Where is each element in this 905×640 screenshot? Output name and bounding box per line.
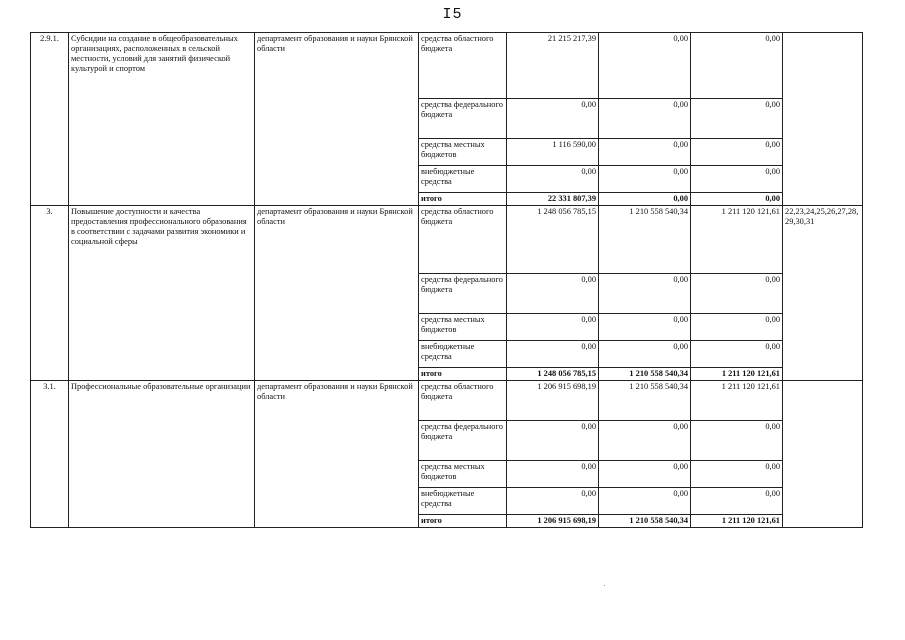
amount-year-3: 1 211 120 121,61 (691, 380, 783, 420)
row-number: 3.1. (31, 380, 69, 527)
amount-year-1: 21 215 217,39 (507, 33, 599, 99)
amount-year-3: 0,00 (691, 420, 783, 460)
indicators (783, 380, 863, 527)
amount-year-3: 0,00 (691, 193, 783, 206)
amount-year-1: 0,00 (507, 487, 599, 514)
amount-year-3: 0,00 (691, 273, 783, 313)
amount-year-1: 0,00 (507, 273, 599, 313)
amount-year-2: 0,00 (599, 273, 691, 313)
funding-source: средства областного бюджета (419, 33, 507, 99)
page-number: I5 (442, 6, 463, 23)
amount-year-3: 1 211 120 121,61 (691, 367, 783, 380)
executor: департамент образования и науки Брянской области (255, 33, 419, 206)
budget-table (30, 32, 863, 528)
indicators (783, 33, 863, 206)
amount-year-1: 0,00 (507, 420, 599, 460)
amount-year-3: 1 211 120 121,61 (691, 205, 783, 273)
amount-year-2: 0,00 (599, 420, 691, 460)
funding-source: итого (419, 193, 507, 206)
scan-speck (604, 585, 605, 586)
amount-year-2: 0,00 (599, 487, 691, 514)
amount-year-2: 0,00 (599, 340, 691, 367)
amount-year-2: 0,00 (599, 193, 691, 206)
table-row (31, 380, 863, 420)
amount-year-2: 1 210 558 540,34 (599, 514, 691, 527)
activity-title: Повышение доступности и качества предоставления профессионального образования в соответствии с задачами развития экономики и социальной сферы (69, 205, 255, 380)
amount-year-3: 1 211 120 121,61 (691, 514, 783, 527)
funding-source: итого (419, 514, 507, 527)
amount-year-1: 1 206 915 698,19 (507, 380, 599, 420)
amount-year-2: 0,00 (599, 33, 691, 99)
funding-source: средства областного бюджета (419, 380, 507, 420)
row-number: 2.9.1. (31, 33, 69, 206)
amount-year-1: 1 116 590,00 (507, 139, 599, 166)
funding-source: средства федерального бюджета (419, 273, 507, 313)
amount-year-3: 0,00 (691, 166, 783, 193)
amount-year-1: 0,00 (507, 99, 599, 139)
amount-year-3: 0,00 (691, 487, 783, 514)
amount-year-1: 0,00 (507, 313, 599, 340)
funding-source: средства областного бюджета (419, 205, 507, 273)
funding-source: средства местных бюджетов (419, 460, 507, 487)
amount-year-1: 1 206 915 698,19 (507, 514, 599, 527)
funding-source: средства местных бюджетов (419, 139, 507, 166)
funding-source: внебюджетные средства (419, 487, 507, 514)
amount-year-3: 0,00 (691, 460, 783, 487)
funding-source: средства федерального бюджета (419, 99, 507, 139)
executor: департамент образования и науки Брянской области (255, 205, 419, 380)
amount-year-2: 0,00 (599, 139, 691, 166)
amount-year-3: 0,00 (691, 99, 783, 139)
amount-year-1: 1 248 056 785,15 (507, 367, 599, 380)
funding-source: итого (419, 367, 507, 380)
amount-year-3: 0,00 (691, 139, 783, 166)
amount-year-2: 0,00 (599, 99, 691, 139)
row-number: 3. (31, 205, 69, 380)
amount-year-3: 0,00 (691, 33, 783, 99)
activity-title: Профессиональные образовательные организации (69, 380, 255, 527)
amount-year-2: 0,00 (599, 166, 691, 193)
amount-year-2: 1 210 558 540,34 (599, 205, 691, 273)
funding-source: внебюджетные средства (419, 340, 507, 367)
amount-year-2: 0,00 (599, 460, 691, 487)
amount-year-1: 1 248 056 785,15 (507, 205, 599, 273)
amount-year-1: 0,00 (507, 460, 599, 487)
funding-source: внебюджетные средства (419, 166, 507, 193)
activity-title: Субсидии на создание в общеобразовательных организациях, расположенных в сельской местности, условий для занятий физической культурой и спортом (69, 33, 255, 206)
amount-year-3: 0,00 (691, 340, 783, 367)
table-row (31, 205, 863, 273)
amount-year-2: 1 210 558 540,34 (599, 380, 691, 420)
table-row (31, 33, 863, 99)
indicators: 22,23,24,25,26,27,28, 29,30,31 (783, 205, 863, 380)
amount-year-3: 0,00 (691, 313, 783, 340)
executor: департамент образования и науки Брянской области (255, 380, 419, 527)
amount-year-1: 0,00 (507, 166, 599, 193)
amount-year-2: 0,00 (599, 313, 691, 340)
amount-year-1: 0,00 (507, 340, 599, 367)
funding-source: средства местных бюджетов (419, 313, 507, 340)
amount-year-2: 1 210 558 540,34 (599, 367, 691, 380)
funding-source: средства федерального бюджета (419, 420, 507, 460)
amount-year-1: 22 331 807,39 (507, 193, 599, 206)
